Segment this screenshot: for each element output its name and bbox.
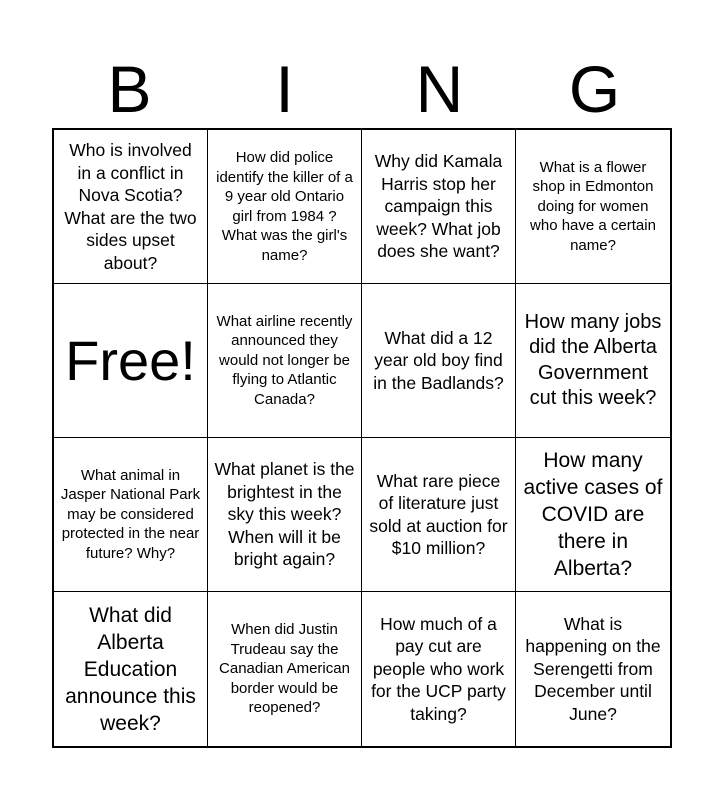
bingo-cell-question: What airline recently announced they would not longer be flying to Atlantic Canada? — [216, 312, 353, 408]
bingo-cell-question: Who is involved in a conflict in Nova Scotia? What are the two sides upset about? — [64, 140, 197, 273]
bingo-cell[interactable] — [516, 592, 670, 746]
bingo-cell-question: What planet is the brightest in the sky this week? When will it be bright again? — [214, 459, 355, 570]
bingo-cell-question: When did Justin Trudeau say the Canadian American border would be reopened? — [219, 621, 350, 717]
bingo-cell[interactable] — [362, 438, 516, 592]
bingo-cell[interactable] — [54, 438, 208, 592]
bingo-cell-question: What is happening on the Serengetti from December until June? — [525, 613, 661, 724]
bingo-cell[interactable] — [208, 130, 362, 284]
free-space-label: Free! — [65, 328, 196, 392]
bingo-cell[interactable] — [208, 592, 362, 746]
bingo-cell[interactable] — [362, 592, 516, 746]
bingo-cell-question: Why did Kamala Harris stop her campaign this week? What job does she want? — [374, 151, 503, 262]
bingo-cell-question: How much of a pay cut are people who work for the UCP party taking? — [371, 613, 506, 724]
bingo-cell-question: How many active cases of COVID are there in Alberta? — [523, 449, 663, 580]
bingo-cell[interactable] — [54, 130, 208, 284]
header-letter-n: N — [415, 52, 464, 126]
bingo-cell-question: How did police identify the killer of a 9 year old Ontario girl from 1984 ? What was the girl's name? — [216, 149, 353, 264]
bingo-cell-question: What rare piece of literature just sold at auction for $10 million? — [369, 470, 508, 558]
header-letter-g: G — [568, 52, 621, 126]
header-letter-b: B — [107, 52, 152, 126]
bingo-cell-question: What animal in Jasper National Park may be considered protected in the near future? Why? — [60, 466, 201, 562]
bingo-card-grid — [52, 128, 672, 748]
bingo-cell-question: How many jobs did the Alberta Government cut this week? — [524, 310, 662, 409]
bingo-cell-question: What did a 12 year old boy find in the Badlands? — [373, 327, 504, 393]
bingo-cell-question: What did Alberta Education announce this week? — [65, 603, 196, 735]
bingo-cell[interactable] — [208, 438, 362, 592]
bingo-cell[interactable] — [516, 130, 670, 284]
header-letter-i: I — [275, 52, 294, 126]
bingo-cell[interactable] — [362, 130, 516, 284]
bingo-cell[interactable] — [516, 284, 670, 438]
bingo-cell[interactable] — [208, 284, 362, 438]
bingo-cell[interactable] — [516, 438, 670, 592]
bingo-cell[interactable] — [362, 284, 516, 438]
bingo-header — [52, 50, 672, 128]
bingo-cell-question: What is a flower shop in Edmonton doing for women who have a certain name? — [530, 158, 656, 254]
bingo-cell[interactable] — [54, 592, 208, 746]
free-space-cell[interactable] — [54, 284, 208, 438]
